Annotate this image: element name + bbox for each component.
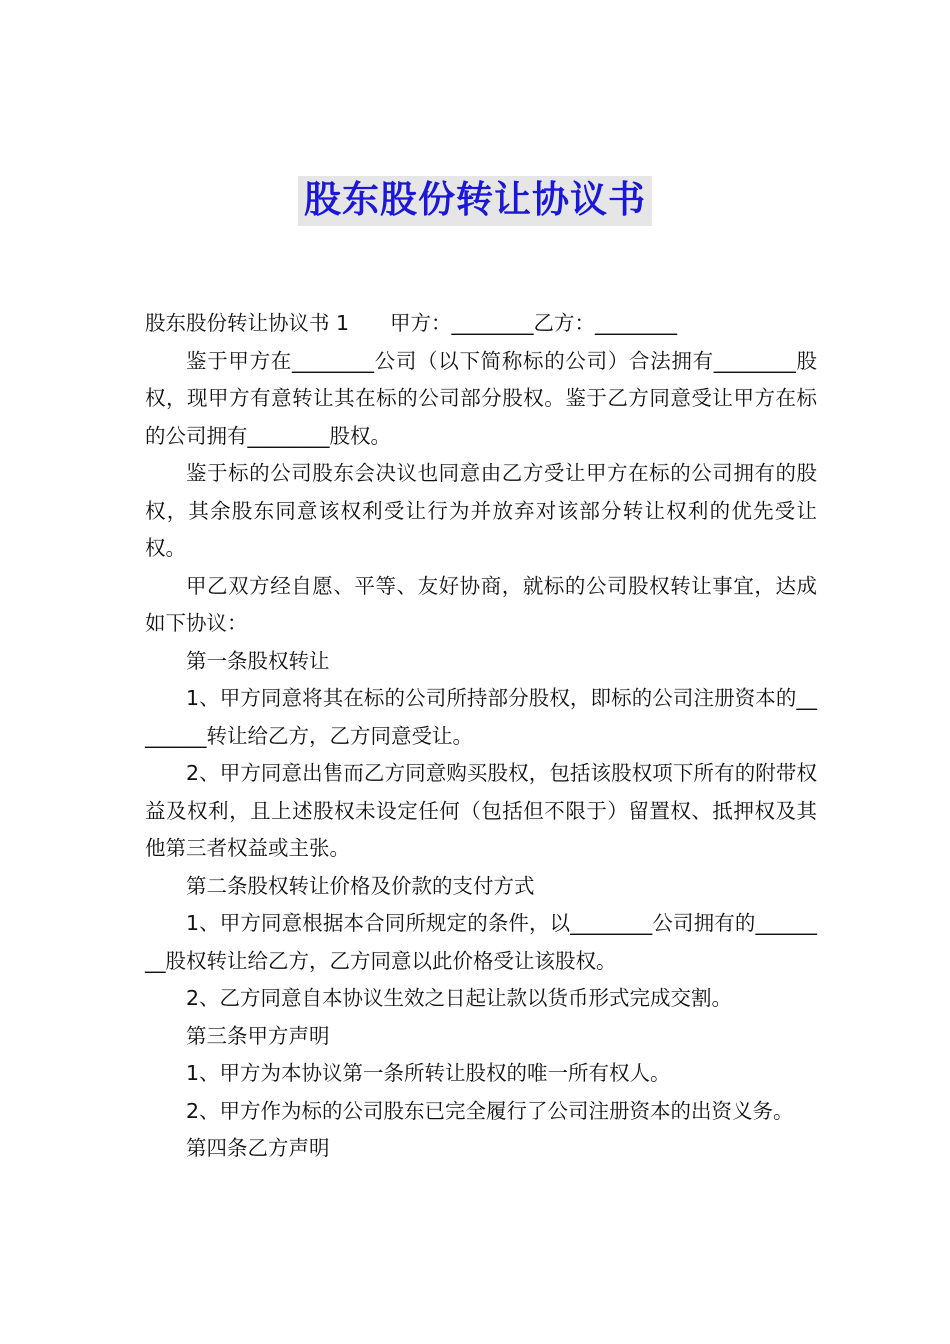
document-title: 股东股份转让协议书 xyxy=(298,176,652,226)
recital-paragraph: 鉴于甲方在________公司（以下简称标的公司）合法拥有________股权，现甲方有意转让其在标的公司部分股权。鉴于乙方同意受让甲方在标的公司拥有________股权。 xyxy=(145,348,817,448)
article-heading: 第三条甲方声明 xyxy=(186,1023,330,1048)
recital-paragraph: 鉴于标的公司股东会决议也同意由乙方受让甲方在标的公司拥有的股权，其余股东同意该权利受让行为并放弃对该部分转让权利的优先受让权。 xyxy=(145,461,817,560)
document-body xyxy=(145,305,817,1168)
article-item: 1、甲方同意根据本合同所规定的条件，以________公司拥有的________股权转让给乙方，乙方同意以此价格受让该股权。 xyxy=(145,911,817,973)
article-item: 1、甲方为本协议第一条所转让股权的唯一所有权人。 xyxy=(186,1061,671,1085)
article-heading: 第一条股权转让 xyxy=(186,648,330,673)
article-item: 2、乙方同意自本协议生效之日起让款以货币形式完成交割。 xyxy=(186,986,733,1010)
intro-line: 股东股份转让协议书 1 甲方：________乙方：________ xyxy=(145,311,678,335)
article-item: 2、甲方作为标的公司股东已完全履行了公司注册资本的出资义务。 xyxy=(186,1098,794,1123)
article-heading: 第四条乙方声明 xyxy=(186,1136,330,1160)
article-item: 1、甲方同意将其在标的公司所持部分股权，即标的公司注册资本的________转让给乙方，乙方同意受让。 xyxy=(145,686,817,748)
title-container xyxy=(0,176,950,226)
article-item: 2、甲方同意出售而乙方同意购买股权，包括该股权项下所有的附带权益及权利，且上述股权未设定任何（包括但不限于）留置权、抵押权及其他第三者权益或主张。 xyxy=(145,761,817,860)
article-heading: 第二条股权转让价格及价款的支付方式 xyxy=(186,873,535,898)
recital-paragraph: 甲乙双方经自愿、平等、友好协商，就标的公司股权转让事宜，达成如下协议： xyxy=(145,573,817,635)
